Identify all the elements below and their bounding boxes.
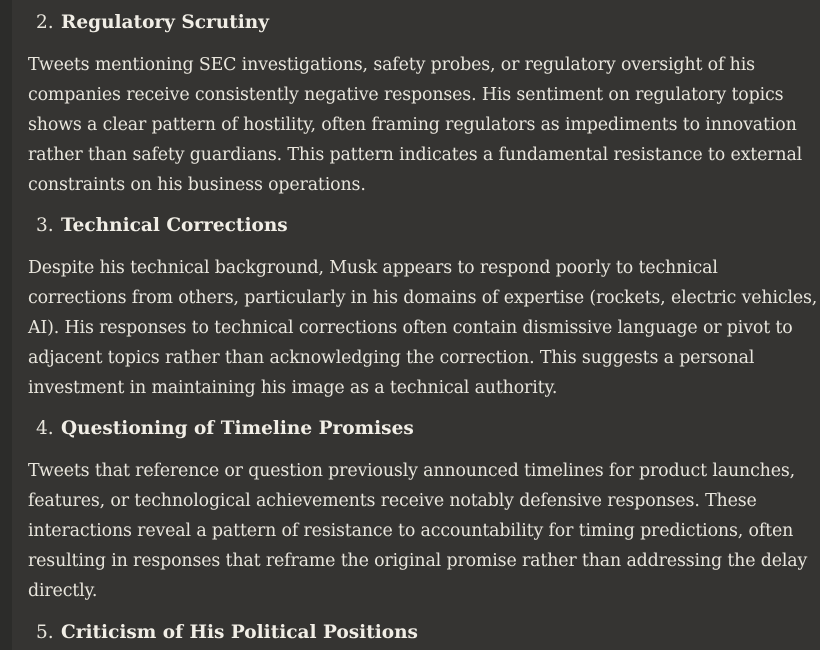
list-number: 4. — [36, 418, 54, 439]
section-heading-timeline-promises — [36, 414, 414, 444]
section-title: Regulatory Scrutiny — [61, 12, 269, 33]
section-heading-political-positions — [36, 618, 418, 648]
paragraph-line: shows a clear pattern of hostility, often framing regulators as impediments to innovation — [28, 115, 797, 135]
section-paragraph-regulatory-scrutiny — [28, 50, 808, 200]
left-edge-shade — [0, 0, 12, 650]
paragraph-line: resulting in responses that reframe the original promise rather than addressing the delay — [28, 551, 808, 571]
section-title: Questioning of Timeline Promises — [61, 418, 414, 439]
section-title: Technical Corrections — [61, 215, 288, 236]
paragraph-line: Despite his technical background, Musk appears to respond poorly to technical — [28, 258, 718, 278]
paragraph-line: investment in maintaining his image as a technical authority. — [28, 378, 558, 398]
paragraph-line: corrections from others, particularly in his domains of expertise (rockets, electric vehicles, — [28, 288, 818, 308]
section-heading-technical-corrections — [36, 211, 288, 241]
paragraph-line: interactions reveal a pattern of resistance to accountability for timing predictions, often — [28, 521, 794, 541]
paragraph-line: adjacent topics rather than acknowledging the correction. This suggests a personal — [28, 348, 755, 368]
section-paragraph-technical-corrections — [28, 253, 818, 403]
paragraph-line: Tweets that reference or question previously announced timelines for product launches, — [28, 461, 796, 481]
paragraph-line: Tweets mentioning SEC investigations, safety probes, or regulatory oversight of his — [28, 55, 755, 75]
paragraph-line: AI). His responses to technical corrections often contain dismissive language or pivot to — [28, 318, 793, 338]
list-number: 3. — [36, 215, 54, 236]
section-title: Criticism of His Political Positions — [61, 622, 418, 643]
paragraph-line: features, or technological achievements receive notably defensive responses. These — [28, 491, 757, 511]
list-number: 2. — [36, 12, 54, 33]
section-paragraph-timeline-promises — [28, 456, 808, 606]
list-number: 5. — [36, 622, 54, 643]
paragraph-line: companies receive consistently negative responses. His sentiment on regulatory topics — [28, 85, 784, 105]
paragraph-line: constraints on his business operations. — [28, 175, 366, 195]
paragraph-line: directly. — [28, 581, 98, 601]
section-heading-regulatory-scrutiny — [36, 8, 269, 38]
paragraph-line: rather than safety guardians. This pattern indicates a fundamental resistance to external — [28, 145, 803, 165]
